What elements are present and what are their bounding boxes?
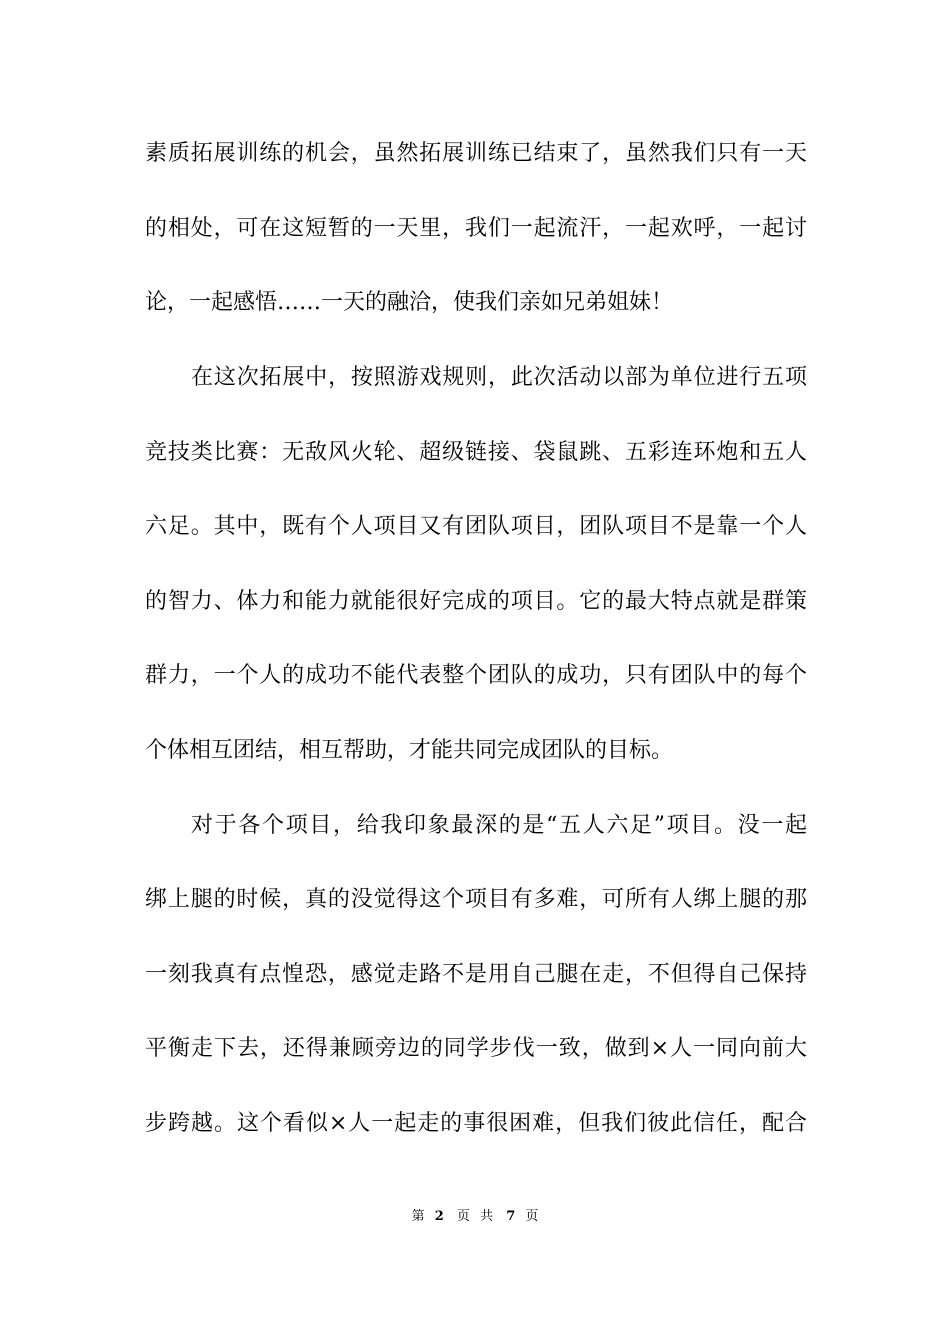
footer-prefix: 第 xyxy=(411,1209,425,1224)
page-footer xyxy=(0,1205,950,1229)
text-line-3: 论，一起感悟……一天的融洽，使我们亲如兄弟姐妹！ xyxy=(145,290,674,315)
text-line-7: 的智力、体力和能力就能很好完成的项目。它的最大特点就是群策 xyxy=(145,589,807,614)
text-line-14: 步跨越。这个看似×人一起走的事很困难，但我们彼此信任，配合 xyxy=(145,1111,807,1136)
text-line-8: 群力，一个人的成功不能代表整个团队的成功，只有团队中的每个 xyxy=(145,663,807,688)
text-line-2: 的相处，可在这短暂的一天里，我们一起流汗，一起欢呼，一起讨 xyxy=(145,216,807,241)
text-line-4: 在这次拓展中，按照游戏规则，此次活动以部为单位进行五项 xyxy=(191,365,807,390)
text-line-10: 对于各个项目，给我印象最深的是“五人六足”项目。没一起 xyxy=(191,813,807,838)
text-line-11: 绑上腿的时候，真的没觉得这个项目有多难，可所有人绑上腿的那 xyxy=(145,887,807,912)
text-line-12: 一刻我真有点惶恐，感觉走路不是用自己腿在走，不但得自己保持 xyxy=(145,962,807,987)
text-line-9: 个体相互团结，相互帮助，才能共同完成团队的目标。 xyxy=(145,738,674,763)
text-line-6: 六足。其中，既有个人项目又有团队项目，团队项目不是靠一个人 xyxy=(145,514,807,539)
footer-current-page: 2 xyxy=(434,1209,444,1224)
text-line-13: 平衡走下去，还得兼顾旁边的同学步伐一致，做到×人一同向前大 xyxy=(145,1036,807,1061)
text-line-1: 素质拓展训练的机会，虽然拓展训练已结束了，虽然我们只有一天 xyxy=(145,141,807,166)
footer-total-pages: 7 xyxy=(506,1209,516,1224)
footer-suffix: 页 xyxy=(525,1209,539,1224)
footer-total-word: 共 xyxy=(480,1209,494,1224)
text-line-5: 竞技类比赛：无敌风火轮、超级链接、袋鼠跳、五彩连环炮和五人 xyxy=(145,440,807,465)
footer-page-word: 页 xyxy=(456,1209,470,1224)
